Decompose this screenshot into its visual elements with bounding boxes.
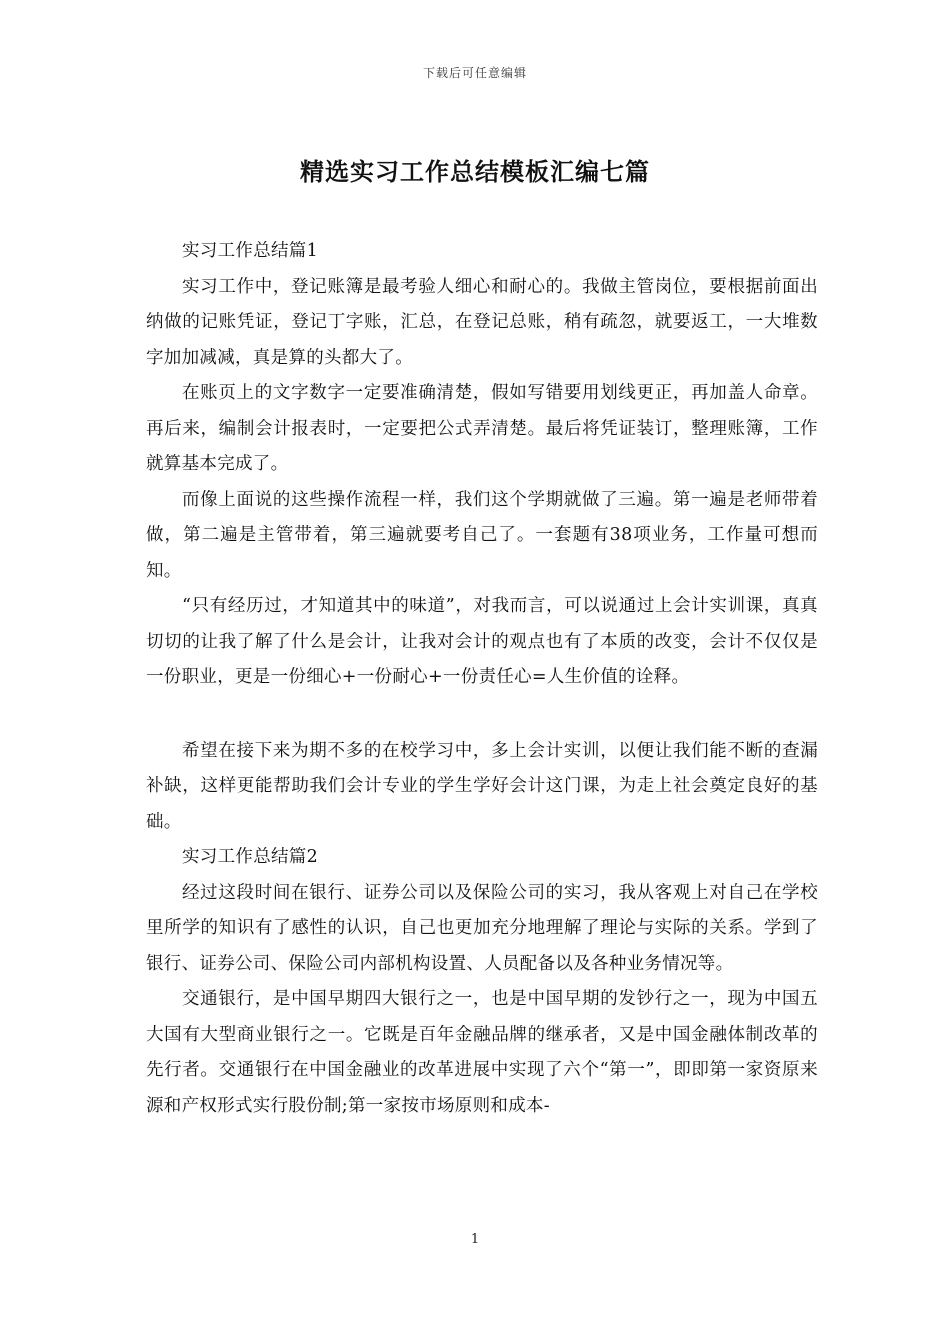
document-body [146, 234, 818, 1124]
paragraph: 希望在接下来为期不多的在校学习中，多上会计实训，以便让我们能不断的查漏补缺，这样更能帮助我们会计专业的学生学好会计这门课，为走上社会奠定良好的基础。 [146, 740, 818, 832]
section-heading-1: 实习工作总结篇1 [182, 241, 319, 261]
page-number: 1 [470, 1232, 480, 1247]
paragraph: 交通银行，是中国早期四大银行之一，也是中国早期的发钞行之一，现为中国五大国有大型商业银行之一。它既是百年金融品牌的继承者，又是中国金融体制改革的先行者。交通银行在中国金融业的改革进展中实现了六个“第一”，即即第一家资原来源和产权形式实行股份制;第一家按市场原则和成本- [146, 989, 818, 1116]
paragraph: 在账页上的文字数字一定要准确清楚，假如写错要用划线更正，再加盖人命章。再后来，编制会计报表时，一定要把公式弄清楚。最后将凭证装订，整理账簿，工作就算基本完成了。 [146, 383, 818, 474]
paragraph: 经过这段时间在银行、证券公司以及保险公司的实习，我从客观上对自己在学校里所学的知识有了感性的认识，自己也更加充分地理解了理论与实际的关系。学到了银行、证券公司、保险公司内部机构设置、人员配备以及各种业务情况等。 [146, 882, 818, 974]
paragraph-gap [146, 696, 818, 734]
paragraph: 而像上面说的这些操作流程一样，我们这个学期就做了三遍。第一遍是老师带着做，第二遍是主管带着，第三遍就要考自己了。一套题有38项业务，工作量可想而知。 [146, 489, 818, 581]
section-heading-2: 实习工作总结篇2 [182, 847, 319, 867]
paragraph: 实习工作中，登记账簿是最考验人细心和耐心的。我做主管岗位，要根据前面出纳做的记账凭证，登记丁字账，汇总，在登记总账，稍有疏忽，就要返工，一大堆数字加加减减，真是算的头都大了。 [146, 276, 818, 368]
header-note: 下载后可任意编辑 [422, 66, 527, 80]
document-title: 精选实习工作总结模板汇编七篇 [300, 158, 650, 186]
paragraph: “只有经历过，才知道其中的味道”，对我而言，可以说通过上会计实训课，真真切切的让我了解了什么是会计，让我对会计的观点也有了本质的改变，会计不仅仅是一份职业，更是一份细心+一份耐心+一份责任心=人生价值的诠释。 [146, 596, 818, 687]
